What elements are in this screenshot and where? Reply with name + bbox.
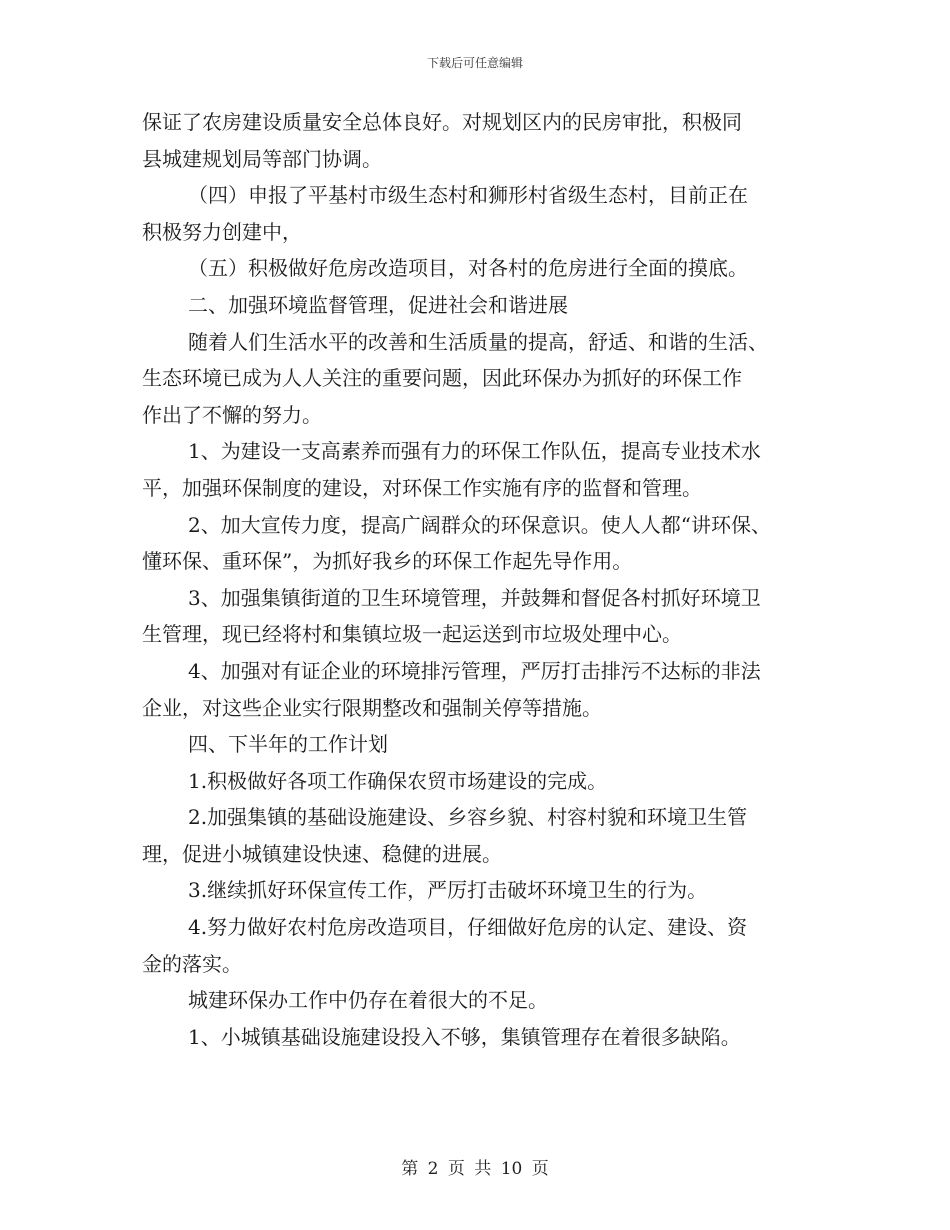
text-line: 金的落实。 <box>142 951 242 976</box>
text-line: 生态环境已成为人人关注的重要问题，因此环保办为抓好的环保工作 <box>142 366 742 391</box>
text-line: 懂环保、重环保”，为抓好我乡的环保工作起先导作用。 <box>142 549 633 574</box>
text-line: 3、加强集镇街道的卫生环境管理，并鼓舞和督促各村抓好环境卫 <box>188 585 761 610</box>
text-line: （四）申报了平基村市级生态村和狮形村省级生态村，目前正在 <box>188 183 748 208</box>
text-line: 保证了农房建设质量安全总体良好。对规划区内的民房审批，积极同 <box>142 110 742 134</box>
text-line: 4、加强对有证企业的环境排污管理，严厉打击排污不达标的非法 <box>188 658 761 683</box>
text-line: 1、为建设一支高素养而强有力的环保工作队伍，提高专业技术水 <box>188 439 761 464</box>
document-body <box>142 104 826 1055</box>
text-line: 企业，对这些企业实行限期整改和强制关停等措施。 <box>142 695 602 720</box>
text-line: 生管理，现已经将村和集镇垃圾一起运送到市垃圾处理中心。 <box>142 622 682 647</box>
text-line: 2.加强集镇的基础设施建设、乡容乡貌、村容村貌和环境卫生管 <box>188 805 748 830</box>
text-line: 3.继续抓好环保宣传工作，严厉打击破坏环境卫生的行为。 <box>188 878 708 903</box>
text-line: 县城建规划局等部门协调。 <box>142 146 382 171</box>
text-line: 四、下半年的工作计划 <box>188 732 388 757</box>
text-line: 作出了不懈的努力。 <box>142 402 322 427</box>
text-line: 1.积极做好各项工作确保农贸市场建设的完成。 <box>188 768 608 793</box>
text-line: 随着人们生活水平的改善和生活质量的提高，舒适、和谐的生活、 <box>188 329 768 354</box>
text-line: 理，促进小城镇建设快速、稳健的进展。 <box>142 841 502 866</box>
text-line: 城建环保办工作中仍存在着很大的不足。 <box>188 988 548 1013</box>
text-line: 4.努力做好农村危房改造项目，仔细做好危房的认定、建设、资 <box>188 915 748 940</box>
page-number-footer: 第 2 页 共 10 页 <box>401 1159 549 1179</box>
text-line: 2、加大宣传力度，提高广阔群众的环保意识。使人人都“讲环保、 <box>188 512 771 537</box>
text-line: 1、小城镇基础设施建设投入不够，集镇管理存在着很多缺陷。 <box>188 1024 741 1049</box>
text-line: 平，加强环保制度的建设，对环保工作实施有序的监督和管理。 <box>142 475 702 500</box>
page-header: 下载后可任意编辑 <box>426 56 523 70</box>
text-line: 二、加强环境监督管理，促进社会和谐进展 <box>188 292 568 317</box>
text-line: （五）积极做好危房改造项目，对各村的危房进行全面的摸底。 <box>188 256 748 281</box>
text-line: 积极努力创建中， <box>142 219 302 244</box>
